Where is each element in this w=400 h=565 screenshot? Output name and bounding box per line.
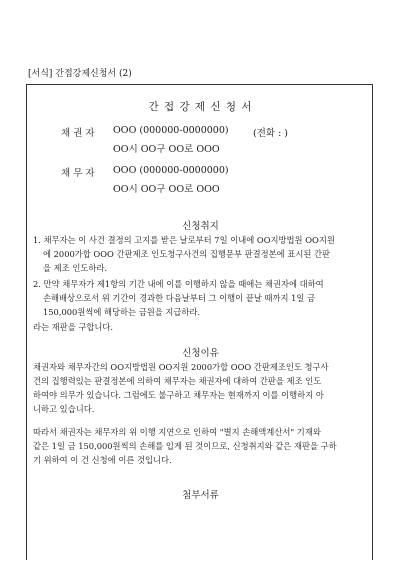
reason-paragraph-2-line: 같은 1일 금 150,000원씩의 손해를 입게 된 것이므로, 신청취지와 같은 재판을 구하	[33, 441, 337, 451]
reason-heading: 신청이유	[182, 348, 219, 359]
purpose-item-2-line: 150,000원씩에 해당하는 금원을 지급하라.	[43, 307, 201, 317]
purpose-heading: 신청취지	[182, 221, 219, 232]
reason-paragraph-2-line: 기 위하여 이 건 신청에 이른 것입니다.	[33, 455, 172, 465]
reason-paragraph-1-line: 하여야 의무가 있습니다. 그럼에도 불구하고 채무자는 현재까지 이를 이행하지 아	[33, 390, 324, 400]
purpose-item-1	[33, 233, 335, 275]
creditor-address: OO시 OO구 OO로 OOO	[113, 144, 220, 155]
purpose-closing: 라는 재판을 구합니다.	[33, 322, 114, 332]
application-form	[26, 84, 373, 560]
creditor-phone: (전화 : )	[253, 128, 289, 139]
purpose-item-2	[33, 277, 324, 319]
purpose-item-1-line: 1. 채무자는 이 사건 결정의 고지를 받은 날로부터 7일 이내에 OO지방법원 OO지원	[33, 235, 335, 245]
attachments-heading: 첨부서류	[182, 490, 219, 501]
document-title: 간 접 강 제 신 청 서	[148, 101, 253, 113]
purpose-item-1-line: 을 제조 인도하라.	[43, 263, 108, 273]
reason-paragraph-1	[33, 360, 329, 416]
reason-paragraph-1-line: 니하고 있습니다.	[33, 404, 95, 414]
creditor-name-id: OOO (000000-0000000)	[113, 125, 229, 136]
purpose-item-2-line: 손해배상으로서 위 기간이 경과한 다음날부터 그 이행이 끝날 때까지 1일 금	[43, 293, 316, 303]
form-label: [서식] 간접강제신청서 (2)	[28, 69, 132, 79]
debtor-name-id: OOO (000000-0000000)	[113, 165, 229, 176]
purpose-item-1-line: 에 2000가합 OOO 간판제조 인도청구사건의 집행문부 판결정본에 표시된 간판	[43, 249, 331, 259]
purpose-item-2-line: 2. 만약 채무자가 제1항의 기간 내에 이를 이행하지 않을 때에는 채권자에 대하여	[33, 279, 324, 289]
reason-paragraph-2-line: 따라서 채권자는 채무자의 위 이행 지연으로 인하여 "별지 손해액계산서" 기재와	[33, 427, 321, 437]
reason-paragraph-1-line: 채권자와 채무자간의 OO지방법원 OO지원 2000가합 OOO 간판제조인도 청구사	[33, 362, 329, 372]
creditor-label: 채 권 자	[61, 128, 95, 139]
reason-paragraph-2	[33, 425, 337, 467]
debtor-label: 채 무 자	[61, 168, 95, 179]
reason-paragraph-1-line: 건의 집행력있는 판결정본에 의하여 채무자는 채권자에 대하여 간판을 제조 인도	[33, 376, 322, 386]
debtor-address: OO시 OO구 OO로 OOO	[113, 184, 220, 195]
